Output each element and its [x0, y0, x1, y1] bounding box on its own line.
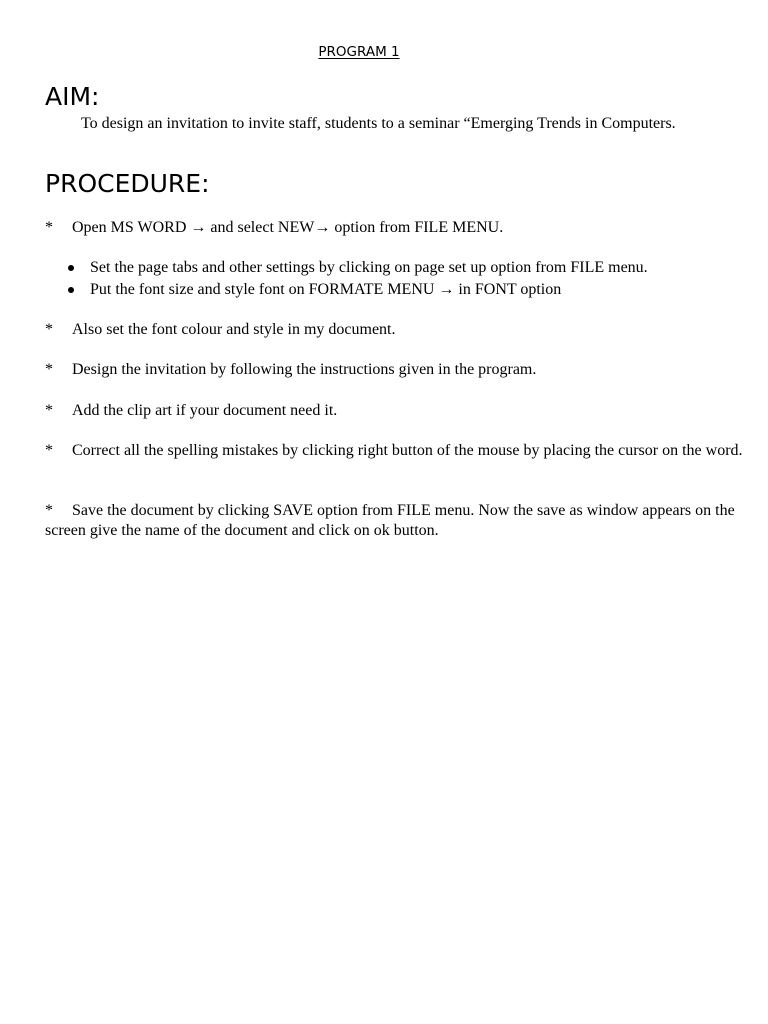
- bullet-dot-icon: [68, 265, 74, 271]
- procedure-step: [45, 401, 768, 421]
- step-marker: *: [45, 442, 53, 459]
- program-title: PROGRAM 1: [318, 44, 400, 60]
- bullet-text: Set the page tabs and other settings by clicking on page set up option from FILE menu.: [90, 259, 648, 276]
- aim-heading: AIM:: [45, 82, 100, 111]
- step-text: Open MS WORD → and select NEW→ option from FILE MENU.: [72, 219, 504, 236]
- procedure-step: [45, 360, 768, 380]
- bullet-item: [45, 258, 765, 280]
- procedure-step: [45, 441, 768, 461]
- step-text: Correct all the spelling mistakes by clicking right button of the mouse by placing the cursor on the word.: [72, 442, 743, 459]
- step-marker: *: [45, 219, 53, 236]
- step-marker: *: [45, 321, 53, 338]
- step-marker: *: [45, 361, 53, 378]
- bullet-text: Put the font size and style font on FORMATE MENU → in FONT option: [90, 281, 562, 298]
- procedure-bullet-list: [45, 258, 765, 302]
- step-text: Design the invitation by following the instructions given in the program.: [72, 361, 537, 378]
- step-text: Add the clip art if your document need it.: [72, 402, 338, 419]
- procedure-step: [45, 320, 768, 340]
- step-text: Also set the font colour and style in my document.: [72, 321, 396, 338]
- aim-text: To design an invitation to invite staff, students to a seminar “Emerging Trends in Computers.: [81, 115, 676, 132]
- procedure-step: [45, 501, 768, 541]
- step-text: Save the document by clicking SAVE option from FILE menu. Now the save as window appears on the screen give the name of the document and click on ok button.: [45, 502, 735, 539]
- bullet-item: [45, 280, 765, 302]
- procedure-heading: PROCEDURE:: [45, 169, 210, 198]
- step-marker: *: [45, 502, 53, 519]
- bullet-dot-icon: [68, 287, 74, 293]
- procedure-step: [45, 218, 768, 238]
- step-marker: *: [45, 402, 53, 419]
